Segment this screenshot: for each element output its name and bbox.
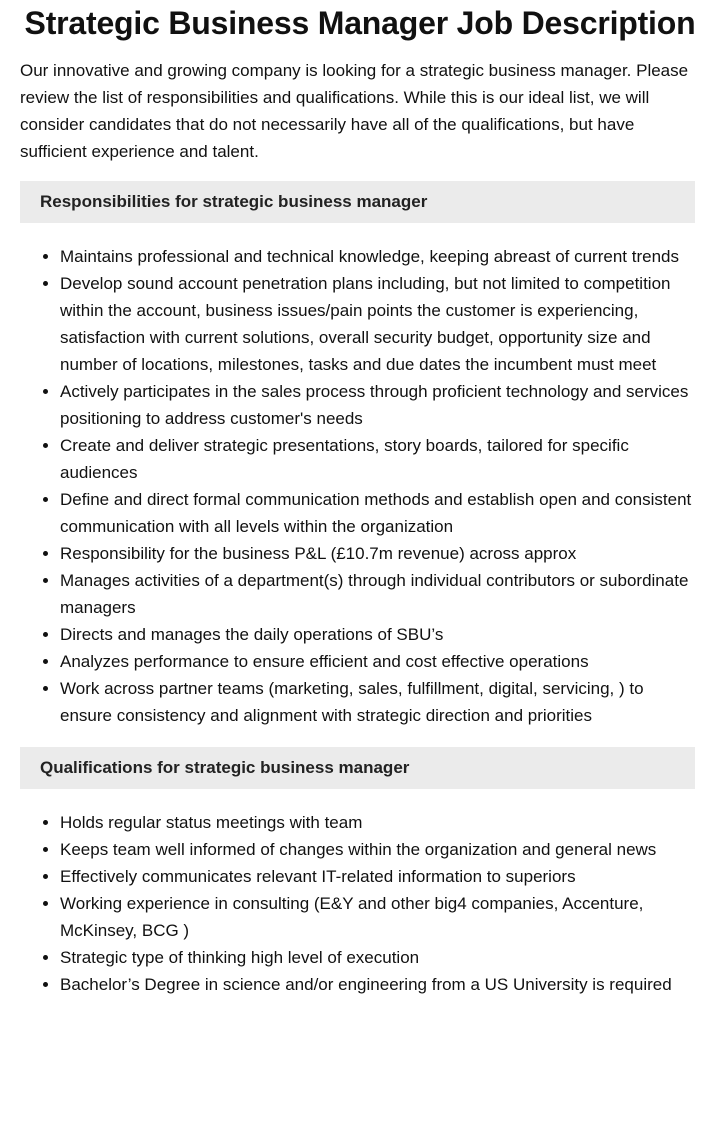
list-item: • Effectively communicates relevant IT-related information to superiors xyxy=(60,863,695,890)
list-item: • Holds regular status meetings with team xyxy=(60,809,695,836)
responsibilities-heading: Responsibilities for strategic business manager xyxy=(20,181,695,223)
list-item: • Create and deliver strategic presentations, story boards, tailored for specific audiences xyxy=(60,432,695,486)
list-item: • Responsibility for the business P&L (£10.7m revenue) across approx xyxy=(60,540,695,567)
qualifications-list xyxy=(20,809,695,998)
list-item: • Maintains professional and technical knowledge, keeping abreast of current trends xyxy=(60,243,695,270)
list-item: • Keeps team well informed of changes within the organization and general news xyxy=(60,836,695,863)
list-item: • Manages activities of a department(s) through individual contributors or subordinate managers xyxy=(60,567,695,621)
list-item: • Actively participates in the sales process through proficient technology and services positioning to address customer's needs xyxy=(60,378,695,432)
qualifications-heading: Qualifications for strategic business manager xyxy=(20,747,695,789)
list-item: • Analyzes performance to ensure efficient and cost effective operations xyxy=(60,648,695,675)
list-item: • Work across partner teams (marketing, sales, fulfillment, digital, servicing, ) to ensure consistency and alignment with strategic direction and priorities xyxy=(60,675,695,729)
responsibilities-list xyxy=(20,243,695,729)
list-item: • Bachelor’s Degree in science and/or engineering from a US University is required xyxy=(60,971,695,998)
list-item: • Directs and manages the daily operations of SBU’s xyxy=(60,621,695,648)
list-item: • Develop sound account penetration plans including, but not limited to competition within the account, business issues/pain points the customer is experiencing, satisfaction with current solutions, overall security budget, opportunity size and number of locations, milestones, tasks and due dates the incumbent must meet xyxy=(60,270,695,378)
intro-paragraph: Our innovative and growing company is looking for a strategic business manager. Please review the list of responsibilities and qualifications. While this is our ideal list, we will consider candidates that do not necessarily have all of the qualifications, but have sufficient experience and talent. xyxy=(20,61,689,161)
list-item: • Working experience in consulting (E&Y and other big4 companies, Accenture, McKinsey, BCG ) xyxy=(60,890,695,944)
list-item: • Strategic type of thinking high level of execution xyxy=(60,944,695,971)
page-title: Strategic Business Manager Job Description xyxy=(24,5,696,41)
list-item: • Define and direct formal communication methods and establish open and consistent communication with all levels within the organization xyxy=(60,486,695,540)
